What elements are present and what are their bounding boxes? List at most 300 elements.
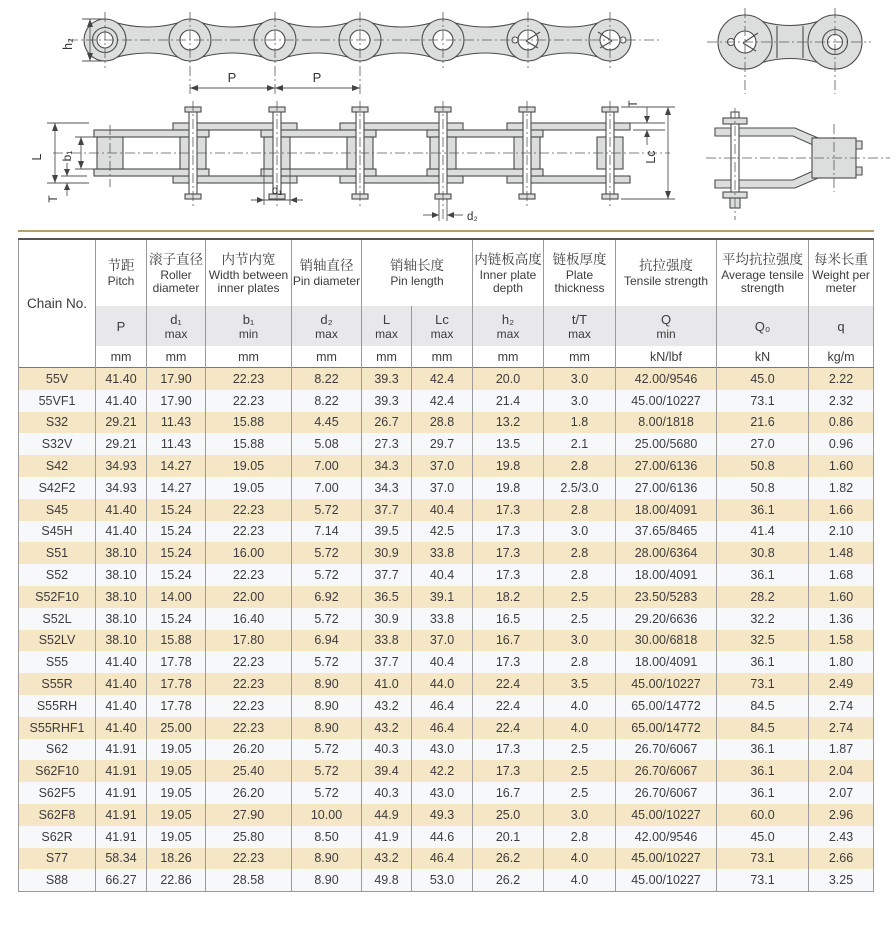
cell-value: 3.0 — [544, 630, 616, 652]
table-row — [19, 717, 874, 739]
cell-value: 36.1 — [717, 651, 809, 673]
label-L: L — [30, 153, 44, 161]
unit-mm: mm — [206, 346, 292, 368]
cell-value: 3.25 — [809, 869, 874, 891]
table-row — [19, 499, 874, 521]
cell-value: 2.74 — [809, 695, 874, 717]
cell-value: 41.40 — [96, 390, 147, 412]
table-body — [19, 368, 874, 892]
cell-value: 8.22 — [292, 368, 362, 390]
cell-value: 3.0 — [544, 804, 616, 826]
table-row — [19, 630, 874, 652]
cell-value: 25.00/5680 — [616, 433, 717, 455]
cell-value: 1.48 — [809, 542, 874, 564]
cell-value: 58.34 — [96, 848, 147, 870]
cell-value: 17.3 — [473, 651, 544, 673]
cell-chain-no: S42 — [19, 455, 96, 477]
cell-value: 16.7 — [473, 782, 544, 804]
cell-value: 60.0 — [717, 804, 809, 826]
cell-value: 33.8 — [412, 542, 473, 564]
cell-value: 6.92 — [292, 586, 362, 608]
cell-value: 16.00 — [206, 542, 292, 564]
cell-value: 41.40 — [96, 521, 147, 543]
cell-value: 33.8 — [362, 630, 412, 652]
cell-chain-no: S32V — [19, 433, 96, 455]
cell-value: 26.2 — [473, 848, 544, 870]
table-row — [19, 412, 874, 434]
cell-value: 22.86 — [147, 869, 206, 891]
cell-value: 40.4 — [412, 651, 473, 673]
cell-value: 37.0 — [412, 630, 473, 652]
cell-value: 11.43 — [147, 412, 206, 434]
label-p1: P — [227, 70, 237, 85]
cell-value: 15.88 — [147, 630, 206, 652]
cell-value: 3.0 — [544, 521, 616, 543]
single-link-drawing — [695, 2, 880, 102]
cell-value: 34.93 — [96, 477, 147, 499]
fork-link-drawing — [700, 108, 896, 228]
chain-side-view-drawing — [20, 0, 665, 103]
cell-value: 5.72 — [292, 760, 362, 782]
header-plate-thickness: 链板厚度 Plate thickness — [544, 239, 616, 306]
cell-value: 5.72 — [292, 782, 362, 804]
cell-value: 8.90 — [292, 717, 362, 739]
cell-value: 73.1 — [717, 869, 809, 891]
cell-value: 50.8 — [717, 477, 809, 499]
cell-value: 1.82 — [809, 477, 874, 499]
cell-value: 18.00/4091 — [616, 651, 717, 673]
cell-value: 2.43 — [809, 826, 874, 848]
symbol-q: q — [809, 306, 874, 346]
unit-mm: mm — [362, 346, 412, 368]
cell-value: 21.6 — [717, 412, 809, 434]
cell-value: 41.91 — [96, 804, 147, 826]
cell-value: 41.40 — [96, 695, 147, 717]
header-row-symbols — [19, 306, 874, 346]
cell-value: 17.78 — [147, 673, 206, 695]
cell-value: 41.0 — [362, 673, 412, 695]
cell-chain-no: S52 — [19, 564, 96, 586]
cell-value: 2.04 — [809, 760, 874, 782]
cell-value: 38.10 — [96, 542, 147, 564]
cell-value: 7.00 — [292, 477, 362, 499]
cell-value: 15.88 — [206, 412, 292, 434]
unit-mm: mm — [147, 346, 206, 368]
cell-value: 37.7 — [362, 564, 412, 586]
table-row — [19, 477, 874, 499]
cell-value: 39.1 — [412, 586, 473, 608]
cell-value: 46.4 — [412, 848, 473, 870]
cell-value: 42.5 — [412, 521, 473, 543]
cell-value: 45.00/10227 — [616, 869, 717, 891]
cell-value: 4.0 — [544, 717, 616, 739]
cell-chain-no: S51 — [19, 542, 96, 564]
cell-value: 20.0 — [473, 368, 544, 390]
table-row — [19, 368, 874, 390]
cell-value: 5.08 — [292, 433, 362, 455]
cell-value: 29.20/6636 — [616, 608, 717, 630]
cell-value: 5.72 — [292, 542, 362, 564]
header-avg-tensile-strength: 平均抗拉强度 Average tensile strength — [717, 239, 809, 306]
table-row — [19, 695, 874, 717]
label-p2: P — [312, 70, 322, 85]
cell-value: 2.5 — [544, 760, 616, 782]
cell-value: 26.70/6067 — [616, 739, 717, 761]
cell-chain-no: S62 — [19, 739, 96, 761]
cell-value: 18.26 — [147, 848, 206, 870]
unit-mm: mm — [544, 346, 616, 368]
cell-value: 45.00/10227 — [616, 390, 717, 412]
symbol-h2: h₂ max — [473, 306, 544, 346]
symbol-Lc: Lc max — [412, 306, 473, 346]
cell-chain-no: S55RH — [19, 695, 96, 717]
cell-value: 27.0 — [717, 433, 809, 455]
cell-value: 2.22 — [809, 368, 874, 390]
cell-value: 17.78 — [147, 695, 206, 717]
cell-value: 42.4 — [412, 390, 473, 412]
cell-value: 22.4 — [473, 695, 544, 717]
cell-value: 2.74 — [809, 717, 874, 739]
cell-value: 22.23 — [206, 695, 292, 717]
cell-value: 2.5 — [544, 739, 616, 761]
cell-value: 22.23 — [206, 651, 292, 673]
cell-value: 19.05 — [147, 782, 206, 804]
cell-value: 27.00/6136 — [616, 455, 717, 477]
cell-value: 38.10 — [96, 608, 147, 630]
cell-value: 10.00 — [292, 804, 362, 826]
cell-value: 14.27 — [147, 455, 206, 477]
cell-value: 45.00/10227 — [616, 848, 717, 870]
cell-value: 1.68 — [809, 564, 874, 586]
cell-chain-no: S77 — [19, 848, 96, 870]
cell-value: 19.8 — [473, 477, 544, 499]
cell-value: 28.2 — [717, 586, 809, 608]
cell-value: 3.0 — [544, 390, 616, 412]
cell-value: 39.5 — [362, 521, 412, 543]
cell-value: 36.5 — [362, 586, 412, 608]
cell-chain-no: S62F8 — [19, 804, 96, 826]
table-row — [19, 848, 874, 870]
cell-value: 32.5 — [717, 630, 809, 652]
cell-value: 41.40 — [96, 651, 147, 673]
cell-value: 39.4 — [362, 760, 412, 782]
symbol-Q: Q min — [616, 306, 717, 346]
cell-value: 18.2 — [473, 586, 544, 608]
cell-chain-no: S42F2 — [19, 477, 96, 499]
symbol-Q0: Q₀ — [717, 306, 809, 346]
cell-value: 26.70/6067 — [616, 760, 717, 782]
cell-value: 18.00/4091 — [616, 499, 717, 521]
cell-value: 22.23 — [206, 848, 292, 870]
cell-value: 8.90 — [292, 673, 362, 695]
cell-value: 1.60 — [809, 455, 874, 477]
cell-value: 17.3 — [473, 564, 544, 586]
cell-value: 17.90 — [147, 368, 206, 390]
cell-value: 27.90 — [206, 804, 292, 826]
table-row — [19, 542, 874, 564]
cell-value: 14.27 — [147, 477, 206, 499]
cell-chain-no: S52L — [19, 608, 96, 630]
cell-value: 25.40 — [206, 760, 292, 782]
header-inner-width: 内节内宽 Width between inner plates — [206, 239, 292, 306]
cell-chain-no: S52LV — [19, 630, 96, 652]
cell-value: 8.00/1818 — [616, 412, 717, 434]
cell-value: 15.24 — [147, 608, 206, 630]
cell-value: 2.8 — [544, 542, 616, 564]
cell-value: 38.10 — [96, 630, 147, 652]
cell-chain-no: S45H — [19, 521, 96, 543]
cell-value: 1.60 — [809, 586, 874, 608]
cell-value: 8.90 — [292, 869, 362, 891]
header-pitch: 节距 Pitch — [96, 239, 147, 306]
symbol-P: P — [96, 306, 147, 346]
cell-value: 18.00/4091 — [616, 564, 717, 586]
cell-value: 5.72 — [292, 564, 362, 586]
cell-value: 15.88 — [206, 433, 292, 455]
cell-value: 41.91 — [96, 826, 147, 848]
cell-value: 1.87 — [809, 739, 874, 761]
cell-chain-no: S55 — [19, 651, 96, 673]
cell-value: 2.5 — [544, 586, 616, 608]
label-T-right: T — [626, 100, 640, 108]
table-row — [19, 760, 874, 782]
cell-value: 22.23 — [206, 717, 292, 739]
cell-value: 11.43 — [147, 433, 206, 455]
cell-value: 42.00/9546 — [616, 826, 717, 848]
cell-value: 22.4 — [473, 673, 544, 695]
table-row — [19, 390, 874, 412]
cell-value: 13.5 — [473, 433, 544, 455]
cell-value: 8.22 — [292, 390, 362, 412]
cell-value: 22.23 — [206, 564, 292, 586]
cell-value: 2.10 — [809, 521, 874, 543]
cell-value: 84.5 — [717, 695, 809, 717]
cell-value: 3.5 — [544, 673, 616, 695]
cell-value: 4.0 — [544, 695, 616, 717]
cell-value: 16.40 — [206, 608, 292, 630]
header-weight-per-meter: 每米长重 Weight per meter — [809, 239, 874, 306]
cell-value: 22.23 — [206, 368, 292, 390]
cell-value: 40.4 — [412, 564, 473, 586]
chain-spec-table — [18, 238, 874, 892]
cell-value: 1.58 — [809, 630, 874, 652]
cell-value: 1.8 — [544, 412, 616, 434]
cell-value: 43.2 — [362, 695, 412, 717]
cell-value: 38.10 — [96, 564, 147, 586]
cell-value: 40.3 — [362, 782, 412, 804]
cell-value: 30.8 — [717, 542, 809, 564]
cell-value: 43.0 — [412, 739, 473, 761]
cell-value: 16.5 — [473, 608, 544, 630]
cell-value: 46.4 — [412, 717, 473, 739]
cell-value: 2.1 — [544, 433, 616, 455]
cell-chain-no: S62F10 — [19, 760, 96, 782]
table-row — [19, 782, 874, 804]
label-h2: h₂ — [61, 38, 75, 50]
cell-value: 2.5 — [544, 608, 616, 630]
cell-value: 30.00/6818 — [616, 630, 717, 652]
cell-value: 19.8 — [473, 455, 544, 477]
cell-value: 2.8 — [544, 651, 616, 673]
cell-value: 41.40 — [96, 717, 147, 739]
header-pin-diameter: 销轴直径 Pin diameter — [292, 239, 362, 306]
cell-value: 8.90 — [292, 848, 362, 870]
cell-value: 22.23 — [206, 521, 292, 543]
cell-value: 37.65/8465 — [616, 521, 717, 543]
cell-value: 30.9 — [362, 542, 412, 564]
chain-plan-view-drawing — [25, 95, 695, 230]
cell-value: 5.72 — [292, 651, 362, 673]
cell-chain-no: 55VF1 — [19, 390, 96, 412]
cell-chain-no: S55RHF1 — [19, 717, 96, 739]
unit-mm: mm — [412, 346, 473, 368]
cell-value: 17.3 — [473, 760, 544, 782]
cell-value: 29.21 — [96, 433, 147, 455]
cell-value: 1.80 — [809, 651, 874, 673]
cell-value: 14.00 — [147, 586, 206, 608]
cell-value: 6.94 — [292, 630, 362, 652]
cell-value: 5.72 — [292, 739, 362, 761]
cell-value: 26.20 — [206, 782, 292, 804]
cell-value: 42.2 — [412, 760, 473, 782]
cell-value: 0.96 — [809, 433, 874, 455]
table-row — [19, 586, 874, 608]
cell-value: 44.9 — [362, 804, 412, 826]
cell-value: 42.00/9546 — [616, 368, 717, 390]
cell-value: 5.72 — [292, 608, 362, 630]
cell-chain-no: S52F10 — [19, 586, 96, 608]
cell-value: 39.3 — [362, 390, 412, 412]
cell-chain-no: 55V — [19, 368, 96, 390]
cell-value: 22.23 — [206, 390, 292, 412]
cell-chain-no: S88 — [19, 869, 96, 891]
cell-value: 41.91 — [96, 782, 147, 804]
cell-chain-no: S45 — [19, 499, 96, 521]
header-row-names — [19, 239, 874, 306]
cell-value: 36.1 — [717, 499, 809, 521]
cell-value: 19.05 — [147, 804, 206, 826]
cell-value: 2.8 — [544, 499, 616, 521]
cell-value: 41.40 — [96, 673, 147, 695]
cell-value: 17.3 — [473, 499, 544, 521]
cell-value: 45.00/10227 — [616, 804, 717, 826]
label-T-left: T — [46, 195, 60, 203]
cell-value: 40.3 — [362, 739, 412, 761]
cell-chain-no: S32 — [19, 412, 96, 434]
label-d1: d₁ — [271, 185, 283, 197]
cell-value: 17.80 — [206, 630, 292, 652]
label-d2: d₂ — [467, 211, 478, 223]
table-row — [19, 521, 874, 543]
symbol-d1: d₁ max — [147, 306, 206, 346]
cell-value: 17.78 — [147, 651, 206, 673]
cell-value: 73.1 — [717, 848, 809, 870]
cell-value: 38.10 — [96, 586, 147, 608]
cell-value: 41.40 — [96, 368, 147, 390]
cell-value: 44.6 — [412, 826, 473, 848]
cell-value: 66.27 — [96, 869, 147, 891]
cell-value: 25.80 — [206, 826, 292, 848]
cell-value: 41.40 — [96, 499, 147, 521]
cell-value: 42.4 — [412, 368, 473, 390]
cell-value: 2.07 — [809, 782, 874, 804]
cell-value: 22.23 — [206, 673, 292, 695]
cell-value: 2.66 — [809, 848, 874, 870]
symbol-d2: d₂ max — [292, 306, 362, 346]
cell-value: 17.3 — [473, 521, 544, 543]
cell-value: 29.21 — [96, 412, 147, 434]
cell-value: 23.50/5283 — [616, 586, 717, 608]
cell-value: 36.1 — [717, 782, 809, 804]
cell-value: 13.2 — [473, 412, 544, 434]
cell-value: 0.86 — [809, 412, 874, 434]
cell-value: 41.91 — [96, 739, 147, 761]
table-row — [19, 455, 874, 477]
cell-chain-no: S62R — [19, 826, 96, 848]
table-row — [19, 608, 874, 630]
cell-value: 2.8 — [544, 455, 616, 477]
cell-value: 33.8 — [412, 608, 473, 630]
symbol-L: L max — [362, 306, 412, 346]
divider-rule — [18, 230, 874, 232]
cell-value: 39.3 — [362, 368, 412, 390]
unit-mm: mm — [96, 346, 147, 368]
header-inner-plate-depth: 内链板高度 Inner plate depth — [473, 239, 544, 306]
table-row — [19, 651, 874, 673]
table-header — [19, 239, 874, 368]
cell-value: 43.2 — [362, 717, 412, 739]
cell-value: 4.0 — [544, 848, 616, 870]
cell-value: 4.45 — [292, 412, 362, 434]
cell-value: 37.0 — [412, 455, 473, 477]
cell-value: 25.0 — [473, 804, 544, 826]
table-row — [19, 739, 874, 761]
cell-value: 19.05 — [147, 760, 206, 782]
cell-value: 3.0 — [544, 368, 616, 390]
unit-kg-m: kg/m — [809, 346, 874, 368]
cell-value: 26.7 — [362, 412, 412, 434]
cell-value: 45.00/10227 — [616, 673, 717, 695]
unit-mm: mm — [473, 346, 544, 368]
header-row-units — [19, 346, 874, 368]
cell-value: 17.90 — [147, 390, 206, 412]
cell-value: 84.5 — [717, 717, 809, 739]
cell-value: 19.05 — [147, 739, 206, 761]
unit-kn: kN — [717, 346, 809, 368]
cell-value: 26.20 — [206, 739, 292, 761]
symbol-tT: t/T max — [544, 306, 616, 346]
cell-value: 22.4 — [473, 717, 544, 739]
header-roller-diameter: 滚子直径 Roller diameter — [147, 239, 206, 306]
cell-value: 49.8 — [362, 869, 412, 891]
cell-value: 46.4 — [412, 695, 473, 717]
cell-value: 1.66 — [809, 499, 874, 521]
cell-value: 4.0 — [544, 869, 616, 891]
cell-value: 5.72 — [292, 499, 362, 521]
cell-value: 2.8 — [544, 826, 616, 848]
cell-value: 37.0 — [412, 477, 473, 499]
cell-value: 19.05 — [206, 455, 292, 477]
dimension-T-right — [623, 100, 665, 145]
cell-value: 40.4 — [412, 499, 473, 521]
cell-value: 32.2 — [717, 608, 809, 630]
cell-value: 2.5 — [544, 782, 616, 804]
cell-value: 34.3 — [362, 455, 412, 477]
cell-value: 49.3 — [412, 804, 473, 826]
cell-value: 17.3 — [473, 542, 544, 564]
cell-value: 36.1 — [717, 564, 809, 586]
cell-value: 65.00/14772 — [616, 695, 717, 717]
